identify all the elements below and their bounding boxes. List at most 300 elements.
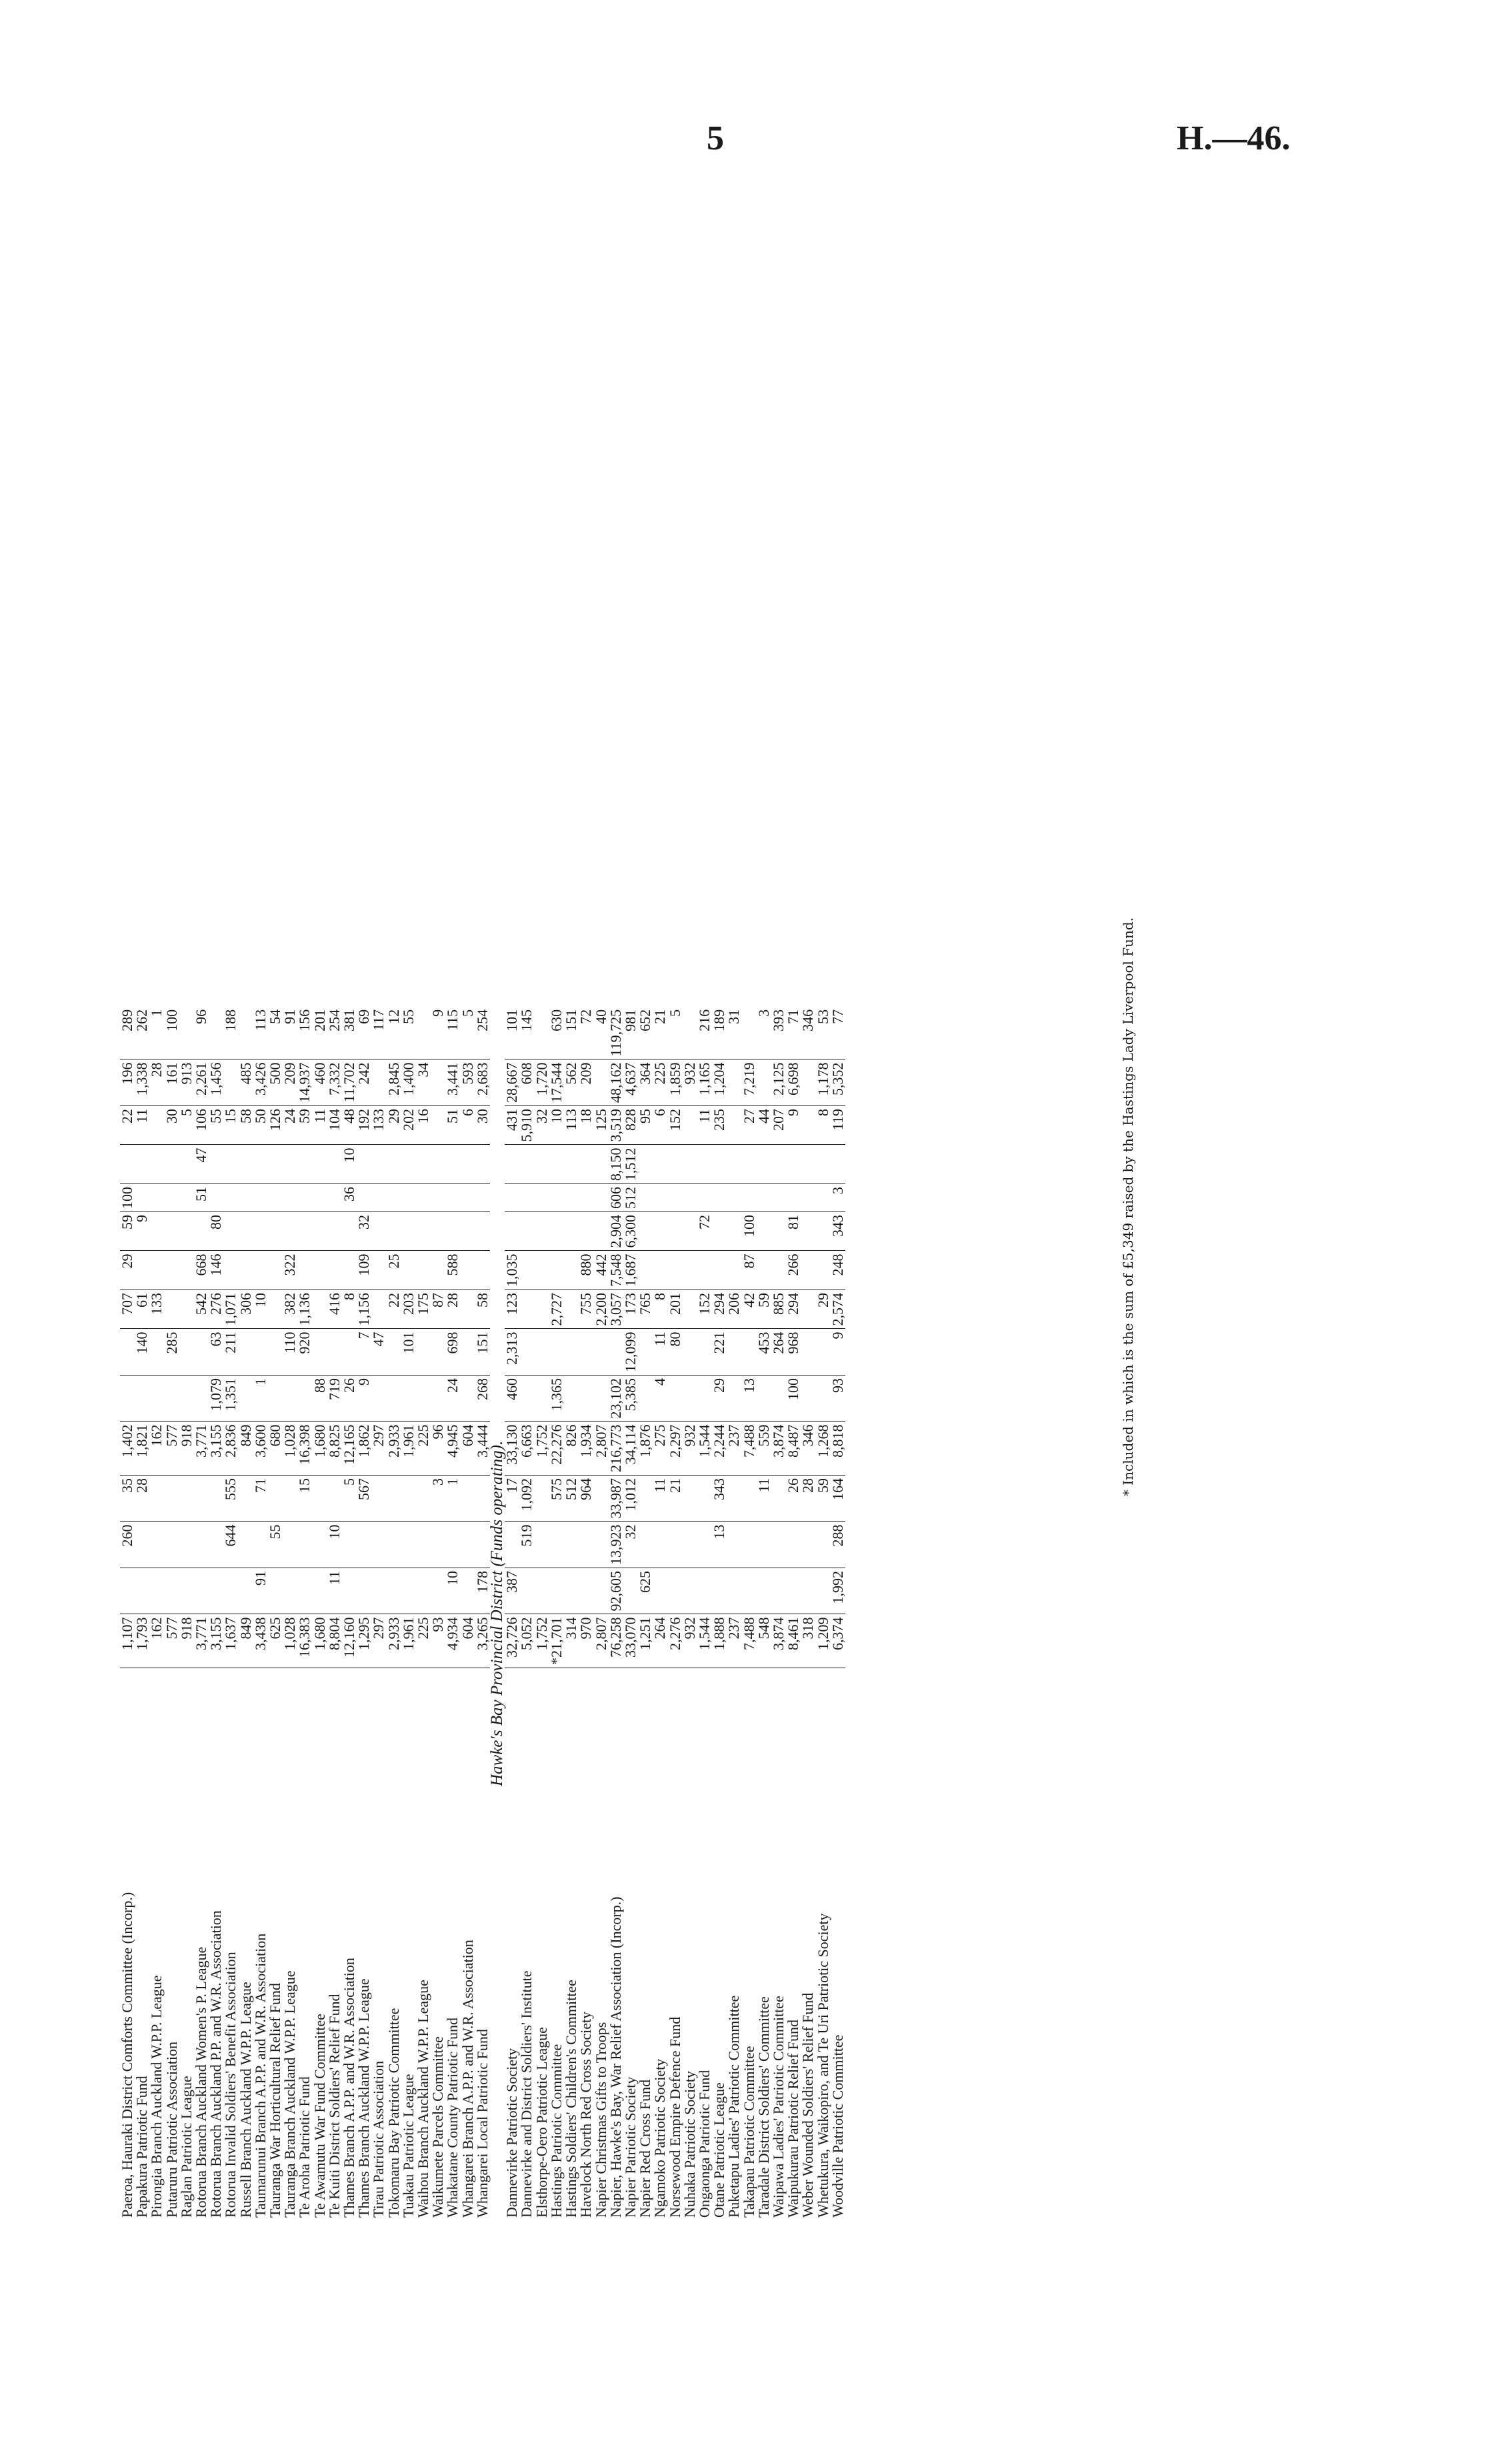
table-cell bbox=[712, 1212, 727, 1252]
table-cell: 968 bbox=[786, 1329, 801, 1376]
table-cell bbox=[371, 1212, 386, 1252]
table-cell: 500 bbox=[268, 1059, 283, 1106]
table-cell bbox=[683, 1212, 697, 1252]
table-cell bbox=[549, 1329, 564, 1376]
table-cell bbox=[461, 1568, 475, 1615]
table-cell: 2,807 bbox=[594, 1614, 609, 1668]
table-cell bbox=[638, 1376, 653, 1422]
table-cell bbox=[194, 1212, 209, 1252]
table-cell: 203 bbox=[401, 1290, 416, 1330]
table-cell bbox=[313, 1476, 327, 1522]
table-cell bbox=[801, 1059, 815, 1106]
district-heading: Hawke's Bay Provincial District (Funds operating). bbox=[488, 1440, 507, 1787]
table-cell: 196 bbox=[120, 1059, 135, 1106]
table-cell bbox=[371, 1568, 386, 1615]
table-cell bbox=[683, 1106, 697, 1145]
table-cell bbox=[816, 1568, 831, 1615]
table-row bbox=[253, 1007, 268, 2220]
table-cell bbox=[579, 1184, 593, 1212]
table-cell: 173 bbox=[623, 1290, 638, 1330]
table-row bbox=[401, 1007, 416, 2220]
table-cell: 970 bbox=[579, 1614, 593, 1668]
table-row bbox=[549, 1007, 564, 2220]
table-cell: 1,079 bbox=[209, 1376, 223, 1422]
table-cell: 826 bbox=[564, 1422, 579, 1476]
table-cell: 12,099 bbox=[623, 1329, 638, 1376]
table-cell bbox=[638, 1145, 653, 1184]
table-cell: 575 bbox=[549, 1476, 564, 1522]
table-cell: 765 bbox=[638, 1290, 653, 1330]
table-cell: 201 bbox=[313, 1007, 327, 1059]
table-cell bbox=[209, 1007, 223, 1059]
table-cell bbox=[283, 1376, 297, 1422]
table-cell: 3 bbox=[431, 1476, 445, 1522]
table-cell bbox=[342, 1212, 357, 1252]
table-cell: 11 bbox=[327, 1568, 342, 1615]
table-cell: 382 bbox=[283, 1290, 297, 1330]
table-cell: 913 bbox=[179, 1059, 194, 1106]
table-cell: 55 bbox=[209, 1106, 223, 1145]
table-cell: 4 bbox=[653, 1376, 667, 1422]
table-cell: 1,456 bbox=[209, 1059, 223, 1106]
table-cell bbox=[461, 1145, 475, 1184]
table-cell: 6,663 bbox=[519, 1422, 534, 1476]
table-cell bbox=[387, 1568, 401, 1615]
table-cell bbox=[401, 1212, 416, 1252]
table-cell: 9 bbox=[786, 1106, 801, 1145]
table-cell bbox=[268, 1329, 283, 1376]
table-row bbox=[519, 1007, 534, 2220]
table-cell: 34,114 bbox=[623, 1422, 638, 1476]
table-cell: 3,426 bbox=[253, 1059, 268, 1106]
table-cell bbox=[387, 1145, 401, 1184]
table-cell: 162 bbox=[149, 1422, 164, 1476]
table-cell bbox=[475, 1184, 490, 1212]
table-cell: 652 bbox=[638, 1007, 653, 1059]
table-cell: 3 bbox=[757, 1007, 771, 1059]
table-cell: 8 bbox=[816, 1106, 831, 1145]
table-cell bbox=[727, 1212, 741, 1252]
row-label: Thames Branch A.P.P. and W.R. Association bbox=[341, 1958, 358, 2218]
table-cell bbox=[801, 1145, 815, 1184]
table-cell: 17,544 bbox=[549, 1059, 564, 1106]
table-cell: 81 bbox=[786, 1212, 801, 1252]
table-cell: 48 bbox=[342, 1106, 357, 1145]
table-row bbox=[297, 1007, 312, 2220]
table-cell: 3,265 bbox=[475, 1614, 490, 1668]
table-cell bbox=[638, 1212, 653, 1252]
table-cell bbox=[757, 1568, 771, 1615]
table-cell: 5,910 bbox=[519, 1106, 534, 1145]
table-cell: 1,295 bbox=[357, 1614, 371, 1668]
table-cell bbox=[239, 1522, 253, 1568]
table-cell: 237 bbox=[727, 1614, 741, 1668]
table-cell bbox=[179, 1522, 194, 1568]
table-cell: 1,637 bbox=[223, 1614, 238, 1668]
table-cell bbox=[371, 1145, 386, 1184]
row-label: Taradale District Soldiers' Committee bbox=[755, 1996, 772, 2218]
table-cell: 12,160 bbox=[342, 1614, 357, 1668]
table-cell bbox=[268, 1251, 283, 1290]
table-cell: 100 bbox=[165, 1007, 179, 1059]
table-cell: 17 bbox=[505, 1476, 519, 1522]
table-cell bbox=[461, 1184, 475, 1212]
table-cell: 4,945 bbox=[445, 1422, 460, 1476]
table-cell bbox=[519, 1290, 534, 1330]
table-cell: 918 bbox=[179, 1614, 194, 1668]
table-cell: 16,398 bbox=[297, 1422, 312, 1476]
table-cell bbox=[727, 1106, 741, 1145]
table-cell bbox=[475, 1212, 490, 1252]
table-cell bbox=[697, 1329, 712, 1376]
row-label: Nuhaka Patriotic Society bbox=[681, 2071, 698, 2218]
table-cell bbox=[757, 1145, 771, 1184]
table-cell bbox=[179, 1476, 194, 1522]
table-cell: 314 bbox=[564, 1614, 579, 1668]
table-cell bbox=[165, 1212, 179, 1252]
table-cell bbox=[431, 1376, 445, 1422]
table-cell: 680 bbox=[268, 1422, 283, 1476]
table-cell: 9 bbox=[135, 1212, 149, 1252]
table-cell bbox=[313, 1290, 327, 1330]
table-cell bbox=[313, 1184, 327, 1212]
table-row bbox=[461, 1007, 475, 2220]
table-cell bbox=[757, 1212, 771, 1252]
table-cell: 346 bbox=[801, 1007, 815, 1059]
table-row bbox=[149, 1007, 164, 2220]
table-cell bbox=[239, 1568, 253, 1615]
table-cell bbox=[594, 1329, 609, 1376]
table-cell bbox=[371, 1251, 386, 1290]
table-cell: 91 bbox=[253, 1568, 268, 1615]
table-cell bbox=[416, 1251, 431, 1290]
table-cell: 209 bbox=[283, 1059, 297, 1106]
table-cell: 7 bbox=[357, 1329, 371, 1376]
table-cell bbox=[475, 1145, 490, 1184]
table-cell bbox=[165, 1145, 179, 1184]
table-cell bbox=[697, 1376, 712, 1422]
table-cell: 71 bbox=[786, 1007, 801, 1059]
table-cell: 548 bbox=[757, 1614, 771, 1668]
table-cell bbox=[431, 1145, 445, 1184]
table-cell: 8,818 bbox=[831, 1422, 845, 1476]
table-cell: 15 bbox=[297, 1476, 312, 1522]
table-cell: 91 bbox=[283, 1007, 297, 1059]
table-cell bbox=[742, 1329, 757, 1376]
table-cell: 10 bbox=[327, 1522, 342, 1568]
table-cell bbox=[564, 1522, 579, 1568]
table-cell bbox=[416, 1376, 431, 1422]
table-cell bbox=[771, 1251, 786, 1290]
table-cell: 27 bbox=[742, 1106, 757, 1145]
table-cell: 9 bbox=[431, 1007, 445, 1059]
table-cell: 156 bbox=[297, 1007, 312, 1059]
table-cell bbox=[801, 1568, 815, 1615]
table-cell bbox=[549, 1145, 564, 1184]
table-cell bbox=[371, 1184, 386, 1212]
table-row bbox=[535, 1007, 549, 2220]
table-row bbox=[445, 1007, 460, 2220]
table-cell: 119 bbox=[831, 1106, 845, 1145]
row-label: Papakura Patriotic Fund bbox=[133, 2076, 151, 2218]
table-cell bbox=[683, 1145, 697, 1184]
table-cell: 3,771 bbox=[194, 1614, 209, 1668]
table-cell: 10 bbox=[342, 1145, 357, 1184]
table-cell: 55 bbox=[401, 1007, 416, 1059]
table-cell: 6 bbox=[461, 1106, 475, 1145]
table-cell bbox=[757, 1251, 771, 1290]
table-cell: 880 bbox=[579, 1251, 593, 1290]
table-cell: 625 bbox=[638, 1568, 653, 1615]
table-cell bbox=[564, 1329, 579, 1376]
table-cell bbox=[786, 1568, 801, 1615]
table-cell bbox=[149, 1476, 164, 1522]
table-cell: *21,701 bbox=[549, 1614, 564, 1668]
table-cell bbox=[461, 1376, 475, 1422]
table-cell bbox=[239, 1476, 253, 1522]
table-cell bbox=[638, 1329, 653, 1376]
table-cell bbox=[771, 1568, 786, 1615]
table-cell: 932 bbox=[683, 1422, 697, 1476]
table-cell: 106 bbox=[194, 1106, 209, 1145]
row-label: Rotorua Invalid Soldiers' Benefit Association bbox=[222, 1952, 239, 2218]
table-cell bbox=[579, 1212, 593, 1252]
page-number: 5 bbox=[707, 119, 724, 157]
funds-table bbox=[120, 1007, 845, 2220]
table-cell bbox=[535, 1476, 549, 1522]
row-label: Tauranga Branch Auckland W.P.P. League bbox=[281, 1970, 299, 2218]
table-cell bbox=[401, 1184, 416, 1212]
table-cell: 5 bbox=[461, 1007, 475, 1059]
table-row bbox=[801, 1007, 815, 2220]
table-cell bbox=[594, 1522, 609, 1568]
row-label: Napier, Hawke's Bay, War Relief Association (Incorp.) bbox=[607, 1896, 624, 2218]
table-cell bbox=[653, 1212, 667, 1252]
table-cell bbox=[816, 1376, 831, 1422]
table-cell: 59 bbox=[297, 1106, 312, 1145]
table-cell bbox=[653, 1522, 667, 1568]
table-cell bbox=[683, 1522, 697, 1568]
row-label: Tauranga War Horticultural Relief Fund bbox=[267, 1983, 284, 2218]
table-cell: 294 bbox=[712, 1290, 727, 1330]
table-cell bbox=[683, 1329, 697, 1376]
table-cell: 254 bbox=[475, 1007, 490, 1059]
table-cell bbox=[535, 1251, 549, 1290]
table-cell: 2,261 bbox=[194, 1059, 209, 1106]
table-cell bbox=[668, 1212, 683, 1252]
table-cell: 77 bbox=[831, 1007, 845, 1059]
table-cell bbox=[253, 1145, 268, 1184]
table-cell: 11 bbox=[653, 1329, 667, 1376]
table-cell: 260 bbox=[120, 1522, 135, 1568]
row-label: Napier Christmas Gifts to Troops bbox=[592, 2022, 609, 2218]
row-label: Puketapu Ladies' Patriotic Committee bbox=[725, 1995, 743, 2218]
table-cell bbox=[135, 1184, 149, 1212]
table-cell: 1,268 bbox=[816, 1422, 831, 1476]
table-cell bbox=[816, 1329, 831, 1376]
table-cell bbox=[461, 1251, 475, 1290]
table-cell: 512 bbox=[623, 1184, 638, 1212]
table-cell bbox=[461, 1290, 475, 1330]
table-cell bbox=[165, 1376, 179, 1422]
table-cell: 1,071 bbox=[223, 1290, 238, 1330]
table-row bbox=[757, 1007, 771, 2220]
table-cell: 2,297 bbox=[668, 1422, 683, 1476]
table-cell: 29 bbox=[120, 1251, 135, 1290]
table-cell bbox=[194, 1522, 209, 1568]
table-cell bbox=[209, 1522, 223, 1568]
table-cell bbox=[638, 1251, 653, 1290]
table-cell: 125 bbox=[594, 1106, 609, 1145]
table-cell: 221 bbox=[712, 1329, 727, 1376]
table-cell: 2,807 bbox=[594, 1422, 609, 1476]
table-cell bbox=[535, 1376, 549, 1422]
table-cell bbox=[371, 1059, 386, 1106]
table-cell bbox=[165, 1522, 179, 1568]
table-cell: 604 bbox=[461, 1614, 475, 1668]
table-cell bbox=[401, 1145, 416, 1184]
table-cell bbox=[535, 1522, 549, 1568]
table-cell: 322 bbox=[283, 1251, 297, 1290]
row-label: Thames Branch Auckland W.P.P. League bbox=[355, 1978, 373, 2218]
table-cell bbox=[313, 1212, 327, 1252]
table-cell: 6 bbox=[653, 1106, 667, 1145]
table-cell bbox=[431, 1184, 445, 1212]
table-cell bbox=[149, 1522, 164, 1568]
table-row bbox=[431, 1007, 445, 2220]
table-cell bbox=[253, 1329, 268, 1376]
table-cell: 431 bbox=[505, 1106, 519, 1145]
table-cell: 32 bbox=[357, 1212, 371, 1252]
table-cell: 92,605 bbox=[609, 1568, 623, 1615]
table-cell: 9 bbox=[831, 1329, 845, 1376]
table-cell bbox=[209, 1568, 223, 1615]
table-cell bbox=[683, 1007, 697, 1059]
table-cell bbox=[535, 1007, 549, 1059]
row-label: Weber Wounded Soldiers' Relief Fund bbox=[799, 1992, 817, 2218]
table-row bbox=[342, 1007, 357, 2220]
table-cell bbox=[387, 1376, 401, 1422]
table-cell bbox=[445, 1212, 460, 1252]
table-cell: 16,383 bbox=[297, 1614, 312, 1668]
table-cell bbox=[357, 1145, 371, 1184]
table-row bbox=[268, 1007, 283, 2220]
table-cell: 297 bbox=[371, 1422, 386, 1476]
row-label: Waipawa Ladies' Patriotic Committee bbox=[769, 1996, 787, 2218]
table-cell bbox=[757, 1059, 771, 1106]
row-label: Rotorua Branch Auckland Women's P. League bbox=[193, 1946, 210, 2218]
table-cell bbox=[594, 1376, 609, 1422]
table-cell: 72 bbox=[697, 1212, 712, 1252]
table-cell bbox=[149, 1212, 164, 1252]
table-cell bbox=[712, 1568, 727, 1615]
table-cell: 93 bbox=[431, 1614, 445, 1668]
table-cell bbox=[697, 1476, 712, 1522]
table-cell bbox=[165, 1476, 179, 1522]
table-cell: 512 bbox=[564, 1476, 579, 1522]
table-cell: 192 bbox=[357, 1106, 371, 1145]
row-label: Waipukurau Patriotic Relief Fund bbox=[785, 2020, 802, 2218]
row-label: Whakatane County Patriotic Fund bbox=[444, 2018, 461, 2218]
table-cell bbox=[416, 1145, 431, 1184]
table-cell: 1,012 bbox=[623, 1476, 638, 1522]
table-cell: 285 bbox=[165, 1329, 179, 1376]
table-cell: 11,702 bbox=[342, 1059, 357, 1106]
table-cell: 209 bbox=[579, 1059, 593, 1106]
table-cell: 42 bbox=[742, 1290, 757, 1330]
table-row bbox=[697, 1007, 712, 2220]
table-cell: 8 bbox=[342, 1290, 357, 1330]
table-row bbox=[816, 1007, 831, 2220]
table-cell bbox=[357, 1522, 371, 1568]
row-label: Paeroa, Hauraki District Comforts Committee (Incorp.) bbox=[119, 1892, 135, 2218]
table-cell bbox=[519, 1329, 534, 1376]
table-row bbox=[653, 1007, 667, 2220]
table-cell: 47 bbox=[194, 1145, 209, 1184]
table-cell bbox=[342, 1251, 357, 1290]
table-cell: 59 bbox=[757, 1290, 771, 1330]
row-label: Tokomaru Bay Patriotic Committee bbox=[385, 2008, 402, 2218]
table-cell bbox=[416, 1568, 431, 1615]
table-cell bbox=[223, 1568, 238, 1615]
table-row bbox=[357, 1007, 371, 2220]
table-cell: 1,680 bbox=[313, 1422, 327, 1476]
table-cell bbox=[801, 1329, 815, 1376]
table-cell: 35 bbox=[120, 1476, 135, 1522]
table-cell: 47 bbox=[371, 1329, 386, 1376]
table-cell bbox=[579, 1329, 593, 1376]
table-cell: 519 bbox=[519, 1522, 534, 1568]
table-cell bbox=[668, 1184, 683, 1212]
table-cell bbox=[283, 1522, 297, 1568]
table-cell: 276 bbox=[209, 1290, 223, 1330]
table-cell: 29 bbox=[816, 1290, 831, 1330]
table-cell: 58 bbox=[475, 1290, 490, 1330]
table-cell: 1,544 bbox=[697, 1614, 712, 1668]
table-cell bbox=[653, 1145, 667, 1184]
table-cell: 34 bbox=[416, 1059, 431, 1106]
table-cell bbox=[431, 1212, 445, 1252]
table-cell: 87 bbox=[742, 1251, 757, 1290]
table-cell bbox=[594, 1212, 609, 1252]
table-cell: 31 bbox=[727, 1007, 741, 1059]
table-cell bbox=[239, 1145, 253, 1184]
table-cell: 100 bbox=[120, 1184, 135, 1212]
table-cell bbox=[535, 1145, 549, 1184]
table-cell: 1,402 bbox=[120, 1422, 135, 1476]
table-cell: 1,888 bbox=[712, 1614, 727, 1668]
table-cell bbox=[297, 1251, 312, 1290]
table-cell bbox=[268, 1145, 283, 1184]
table-cell bbox=[149, 1106, 164, 1145]
table-cell: 151 bbox=[475, 1329, 490, 1376]
table-cell: 117 bbox=[371, 1007, 386, 1059]
table-cell bbox=[342, 1522, 357, 1568]
table-cell: 1,365 bbox=[549, 1376, 564, 1422]
table-cell bbox=[431, 1329, 445, 1376]
row-label: Te Awamutu War Fund Committee bbox=[311, 2014, 328, 2218]
table-cell: 133 bbox=[371, 1106, 386, 1145]
row-label: Woodville Patriotic Committee bbox=[829, 2034, 846, 2218]
table-cell bbox=[445, 1522, 460, 1568]
table-cell bbox=[327, 1212, 342, 1252]
table-cell bbox=[357, 1568, 371, 1615]
table-cell bbox=[283, 1184, 297, 1212]
table-cell: 343 bbox=[831, 1212, 845, 1252]
table-cell: 698 bbox=[445, 1329, 460, 1376]
table-cell bbox=[149, 1251, 164, 1290]
table-row bbox=[623, 1007, 638, 2220]
